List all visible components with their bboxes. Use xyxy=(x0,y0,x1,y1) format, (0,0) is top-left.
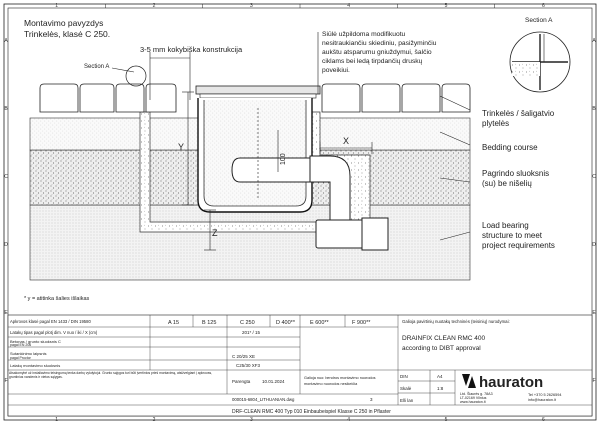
title-line-2: Trinkelės, klasė C 250. xyxy=(24,29,111,39)
tb-note: Atsakomybė už instaliavimo teisingumą tenka darbų vykdytojui. Grunto sąlygos turi būti įvertintos prieš montavimą, atsižvelgiant į apkrovas, gruntinius vandenis ir vietos sąlygas. xyxy=(9,371,213,379)
dim-z: Z xyxy=(212,228,218,238)
tb-approval-head: Galioja pavirtinių nuotakų techninės (teisinių) nurodymai: xyxy=(402,319,510,324)
frame-col-label: 2 xyxy=(152,417,156,423)
frame-col-label: 6 xyxy=(541,417,545,423)
load-label-1: Load bearing xyxy=(482,221,529,230)
frame-col-label: 4 xyxy=(347,3,351,9)
load-label-3: project requirements xyxy=(482,241,555,250)
frame-col-label: 3 xyxy=(249,3,253,9)
tb-class-c: C 250 xyxy=(240,320,255,326)
frame-col-label: 1 xyxy=(55,417,59,423)
frame-row-label: F xyxy=(4,378,8,384)
title-block xyxy=(8,315,592,416)
frame-row-label: A xyxy=(592,38,596,44)
tb-validity-2: montavimo nuorodos nesikeičia xyxy=(304,382,358,386)
section-a-title: Section A xyxy=(525,17,553,24)
sealant-line-5: poveikiui. xyxy=(322,67,350,74)
base-label-2: (su) be nišelių xyxy=(482,179,532,188)
frame-row-label: E xyxy=(592,310,596,316)
tb-row3-label: Betonas / grunto sluoksnis C xyxy=(10,339,61,344)
title-line-1: Montavimo pavyzdys xyxy=(24,18,104,28)
tb-din-value: A4 xyxy=(437,374,443,379)
frame-col-label: 5 xyxy=(444,417,448,423)
tb-class-f: F 900** xyxy=(352,320,371,326)
tb-address-2: LT-02169 Vilnius xyxy=(460,396,487,400)
dim-100: 100 xyxy=(280,153,287,165)
bedding-label: Bedding course xyxy=(482,143,538,152)
pavers-label-1: Trinkelės / šaligatvio xyxy=(482,109,555,118)
tb-row3-value: C 20/25 XE xyxy=(232,354,256,359)
frame-col-label: 3 xyxy=(249,417,253,423)
tb-class-e: E 600** xyxy=(310,320,329,326)
frame-row-label: F xyxy=(592,378,596,384)
tb-phone: Tel +370 5 2626594 xyxy=(528,393,562,397)
sealant-line-4: ciklams bei ledą tirpdančių druskų xyxy=(322,58,423,65)
tb-row3-sub: pagal EN 206 xyxy=(10,343,32,347)
tb-scale-value: 1:8 xyxy=(437,386,444,391)
tb-email: info@hauraton.lt xyxy=(528,398,556,402)
tb-class-b: B 125 xyxy=(202,320,217,326)
frame-row-label: B xyxy=(4,106,8,112)
section-a-detail xyxy=(510,32,570,92)
tb-approval: according to DIBT approval xyxy=(402,345,481,352)
tb-file: 000015-6804_LITHUANIAN.dwg xyxy=(232,397,295,402)
dim-y: Y xyxy=(178,142,185,152)
frame-col-label: 5 xyxy=(444,3,448,9)
sealant-line-2: nesitraukiančiu skiediniu, pasižyminčiu xyxy=(322,40,437,47)
tb-row2-label: Latakų tipas pagal plotį dim. V nuo / iki / X (cm) xyxy=(10,330,98,335)
tb-row4-label: Sutankinimo laipsnis xyxy=(10,351,47,356)
tb-load-class-label: Apkrovos klasė pagal EN 1433 / DIN 19580 xyxy=(10,319,91,324)
sealant-line-3: aukštu atsparumu gniuždymui, šalčio xyxy=(322,49,432,56)
frame-row-label: D xyxy=(4,242,8,248)
section-a-marker xyxy=(126,66,146,86)
tb-sheet-value: 3 xyxy=(370,397,373,402)
section-a-label: Section A xyxy=(84,64,110,70)
frame-col-label: 1 xyxy=(55,3,59,9)
pavers-left xyxy=(40,84,176,112)
load-bearing-layer xyxy=(30,205,470,280)
tb-row2-value: 201* / 15 xyxy=(242,330,261,335)
base-label-1: Pagrindo sluoksnis xyxy=(482,169,550,178)
dim-x: X xyxy=(343,136,350,146)
tb-created-label: Parengta xyxy=(232,379,251,384)
tb-class-d: D 400** xyxy=(276,320,295,326)
frame-row-label: A xyxy=(4,38,8,44)
brand-name: hauraton xyxy=(479,374,544,391)
frame-col-label: 4 xyxy=(347,417,351,423)
tb-din-label: DIN xyxy=(400,374,408,379)
tb-created-date: 10.01.2024 xyxy=(262,379,285,384)
tb-drawing-title: DRF-CLEAN RMC 400 Typ 010 Einbaubeispiel Klasse C 250 in Pflaster xyxy=(232,409,391,415)
frame-row-label: B xyxy=(592,106,596,112)
tb-sheet-label: Elli lan xyxy=(400,398,414,403)
footnote: * y = atitinka šalies išlaikas xyxy=(24,296,90,302)
load-label-2: structure to meet xyxy=(482,231,543,240)
tb-address-1: Ltd. Šiaurės g. 78A3 xyxy=(460,392,493,396)
tb-row5-value: C25/30 XF3 xyxy=(236,363,261,368)
frame-row-label: C xyxy=(4,174,8,180)
tb-address-3: www.hauraton.lt xyxy=(460,400,486,404)
pavers-label-2: plytelės xyxy=(482,119,510,128)
frame-col-label: 6 xyxy=(541,3,545,9)
frame-row-label: E xyxy=(4,310,8,316)
frame-col-label: 2 xyxy=(152,3,156,9)
frame-row-label: D xyxy=(592,242,596,248)
tb-row5-label: Latakų montavimo sluoksnis xyxy=(10,363,61,368)
tb-product: DRAINFIX CLEAN RMC 400 xyxy=(402,335,486,342)
tb-row4-sub: pagal Proctor xyxy=(10,356,31,360)
construction-label: 3-5 mm kokybiška konstrukcija xyxy=(140,45,243,54)
tb-class-a: A 15 xyxy=(168,320,180,326)
pavers-right xyxy=(322,84,470,112)
frame-row-label: C xyxy=(592,174,596,180)
tb-scale-label: Skalė xyxy=(400,386,412,391)
sealant-line-1: Siūlė užpildoma modifikuotu xyxy=(322,31,406,38)
tb-validity: Galioja nuo: bendros montavimo nuorodos xyxy=(304,376,376,380)
